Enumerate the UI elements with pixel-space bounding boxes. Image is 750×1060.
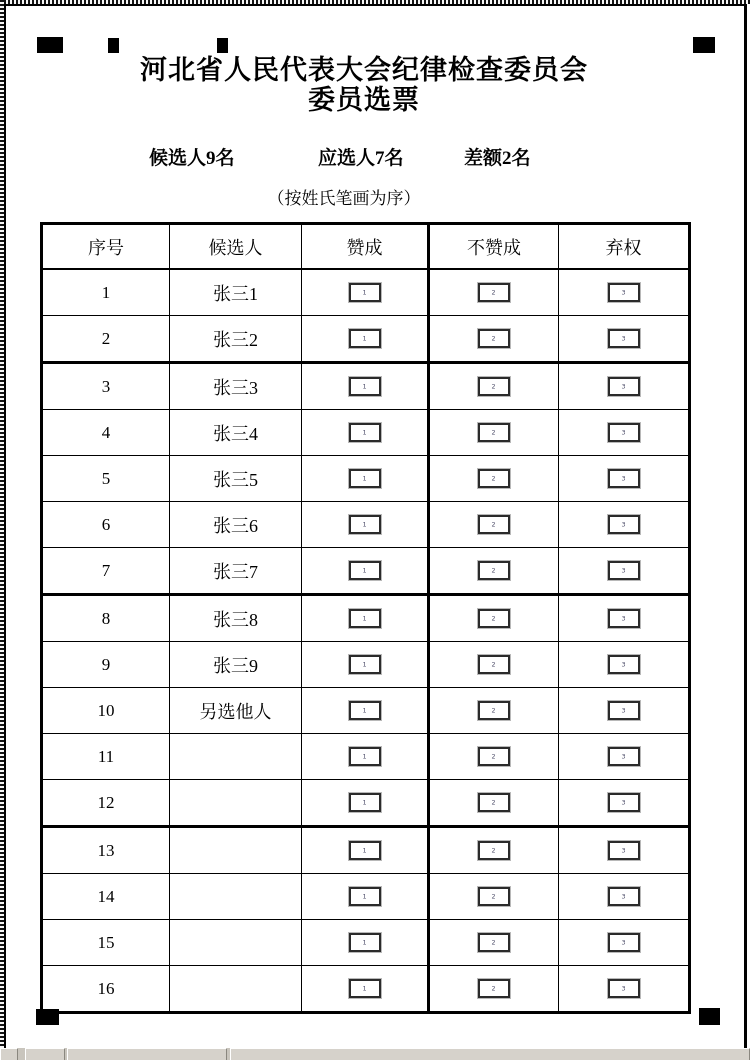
approve-mark-digit: 1 xyxy=(362,706,367,714)
row-number: 1 xyxy=(42,269,170,316)
ballot-table xyxy=(40,222,691,1014)
approve-cell xyxy=(302,688,429,734)
abstain-mark-box[interactable] xyxy=(608,515,640,534)
row-number: 10 xyxy=(42,688,170,734)
approve-mark-box[interactable] xyxy=(349,561,381,580)
disapprove-mark-box[interactable] xyxy=(478,933,510,952)
approve-mark-box[interactable] xyxy=(349,283,381,302)
registration-mark-top-small-2-icon xyxy=(217,38,228,53)
abstain-cell xyxy=(559,456,690,502)
candidate-name: 张三9 xyxy=(170,642,302,688)
page-border-right xyxy=(744,4,747,1048)
approve-mark-digit: 1 xyxy=(362,938,367,946)
disapprove-mark-box[interactable] xyxy=(478,377,510,396)
candidate-name xyxy=(170,920,302,966)
disapprove-cell xyxy=(429,316,559,363)
approve-mark-box[interactable] xyxy=(349,701,381,720)
table-row xyxy=(42,780,690,827)
disapprove-mark-box[interactable] xyxy=(478,701,510,720)
disapprove-cell xyxy=(429,688,559,734)
approve-cell xyxy=(302,548,429,595)
abstain-mark-box[interactable] xyxy=(608,283,640,302)
abstain-mark-digit: 3 xyxy=(621,566,626,574)
disapprove-mark-digit: 2 xyxy=(491,614,497,622)
table-row xyxy=(42,410,690,456)
approve-mark-box[interactable] xyxy=(349,469,381,488)
row-number: 14 xyxy=(42,874,170,920)
abstain-cell xyxy=(559,316,690,363)
approve-mark-digit: 1 xyxy=(362,288,367,296)
col-header-number: 序号 xyxy=(42,224,170,270)
approve-cell xyxy=(302,734,429,780)
registration-mark-top-small-1-icon xyxy=(108,38,119,53)
approve-cell xyxy=(302,642,429,688)
disapprove-mark-box[interactable] xyxy=(478,469,510,488)
statusbar-panel xyxy=(67,1048,227,1060)
row-number: 15 xyxy=(42,920,170,966)
abstain-cell xyxy=(559,688,690,734)
abstain-mark-box[interactable] xyxy=(608,701,640,720)
abstain-mark-box[interactable] xyxy=(608,793,640,812)
disapprove-cell xyxy=(429,874,559,920)
table-row xyxy=(42,363,690,410)
approve-cell xyxy=(302,595,429,642)
disapprove-mark-digit: 2 xyxy=(491,660,497,668)
disapprove-mark-digit: 2 xyxy=(491,846,497,854)
row-number: 16 xyxy=(42,966,170,1013)
statusbar-panel xyxy=(230,1048,750,1060)
table-row xyxy=(42,595,690,642)
disapprove-cell xyxy=(429,548,559,595)
abstain-cell xyxy=(559,874,690,920)
table-row xyxy=(42,316,690,363)
approve-mark-digit: 1 xyxy=(362,382,367,390)
page-title-line1: 河北省人民代表大会纪律检查委员会 xyxy=(140,55,588,85)
disapprove-cell xyxy=(429,827,559,874)
abstain-mark-digit: 3 xyxy=(621,752,626,760)
abstain-mark-box[interactable] xyxy=(608,469,640,488)
candidate-name xyxy=(170,874,302,920)
abstain-mark-digit: 3 xyxy=(621,706,626,714)
abstain-mark-digit: 3 xyxy=(621,614,626,622)
approve-mark-digit: 1 xyxy=(362,566,367,574)
approve-cell xyxy=(302,874,429,920)
page-border-left xyxy=(4,4,6,1048)
abstain-cell xyxy=(559,410,690,456)
disapprove-mark-box[interactable] xyxy=(478,423,510,442)
candidate-name: 张三7 xyxy=(170,548,302,595)
abstain-mark-digit: 3 xyxy=(621,474,626,482)
approve-cell xyxy=(302,363,429,410)
approve-mark-box[interactable] xyxy=(349,979,381,998)
approve-mark-digit: 1 xyxy=(362,798,367,806)
approve-mark-box[interactable] xyxy=(349,747,381,766)
abstain-cell xyxy=(559,642,690,688)
abstain-mark-box[interactable] xyxy=(608,377,640,396)
approve-cell xyxy=(302,456,429,502)
disapprove-cell xyxy=(429,595,559,642)
registration-mark-top-left-icon xyxy=(37,37,63,53)
candidate-name: 张三2 xyxy=(170,316,302,363)
candidates-count-label: 候选人9名 xyxy=(149,148,235,169)
abstain-mark-digit: 3 xyxy=(621,334,626,342)
table-header-row xyxy=(42,224,690,270)
abstain-mark-digit: 3 xyxy=(621,798,626,806)
abstain-mark-digit: 3 xyxy=(621,382,626,390)
row-number: 2 xyxy=(42,316,170,363)
candidate-name: 张三8 xyxy=(170,595,302,642)
statusbar-panel xyxy=(0,1048,18,1060)
candidate-name xyxy=(170,966,302,1013)
abstain-mark-digit: 3 xyxy=(621,288,626,296)
approve-mark-digit: 1 xyxy=(362,752,367,760)
table-row xyxy=(42,548,690,595)
row-number: 8 xyxy=(42,595,170,642)
disapprove-mark-box[interactable] xyxy=(478,841,510,860)
abstain-mark-digit: 3 xyxy=(621,660,626,668)
disapprove-mark-digit: 2 xyxy=(491,984,497,992)
approve-mark-box[interactable] xyxy=(349,655,381,674)
approve-mark-box[interactable] xyxy=(349,423,381,442)
abstain-mark-box[interactable] xyxy=(608,423,640,442)
approve-mark-box[interactable] xyxy=(349,793,381,812)
abstain-cell xyxy=(559,966,690,1013)
table-row xyxy=(42,874,690,920)
disapprove-mark-digit: 2 xyxy=(491,752,497,760)
disapprove-cell xyxy=(429,410,559,456)
abstain-mark-box[interactable] xyxy=(608,933,640,952)
abstain-cell xyxy=(559,548,690,595)
abstain-cell xyxy=(559,502,690,548)
disapprove-mark-digit: 2 xyxy=(491,706,497,714)
abstain-mark-digit: 3 xyxy=(621,520,626,528)
disapprove-cell xyxy=(429,734,559,780)
row-number: 3 xyxy=(42,363,170,410)
approve-cell xyxy=(302,966,429,1013)
disapprove-mark-digit: 2 xyxy=(491,334,497,342)
disapprove-cell xyxy=(429,269,559,316)
abstain-mark-box[interactable] xyxy=(608,979,640,998)
approve-mark-box[interactable] xyxy=(349,609,381,628)
disapprove-mark-box[interactable] xyxy=(478,887,510,906)
page-title xyxy=(0,55,728,115)
abstain-cell xyxy=(559,595,690,642)
approve-mark-box[interactable] xyxy=(349,377,381,396)
row-number: 11 xyxy=(42,734,170,780)
approve-mark-digit: 1 xyxy=(362,984,367,992)
candidate-name xyxy=(170,780,302,827)
page-border-top xyxy=(4,4,747,6)
row-number: 5 xyxy=(42,456,170,502)
statusbar xyxy=(0,1048,750,1060)
disapprove-mark-box[interactable] xyxy=(478,515,510,534)
row-number: 13 xyxy=(42,827,170,874)
disapprove-cell xyxy=(429,920,559,966)
disapprove-mark-box[interactable] xyxy=(478,609,510,628)
abstain-mark-digit: 3 xyxy=(621,938,626,946)
approve-cell xyxy=(302,827,429,874)
row-number: 6 xyxy=(42,502,170,548)
abstain-mark-digit: 3 xyxy=(621,892,626,900)
disapprove-cell xyxy=(429,780,559,827)
abstain-cell xyxy=(559,363,690,410)
candidate-name: 张三4 xyxy=(170,410,302,456)
approve-cell xyxy=(302,502,429,548)
table-row xyxy=(42,269,690,316)
abstain-mark-box[interactable] xyxy=(608,887,640,906)
disapprove-cell xyxy=(429,456,559,502)
disapprove-mark-box[interactable] xyxy=(478,979,510,998)
disapprove-mark-digit: 2 xyxy=(491,892,497,900)
abstain-cell xyxy=(559,269,690,316)
abstain-mark-box[interactable] xyxy=(608,609,640,628)
disapprove-mark-box[interactable] xyxy=(478,561,510,580)
disapprove-mark-box[interactable] xyxy=(478,329,510,348)
approve-mark-digit: 1 xyxy=(362,474,367,482)
ballot-table-body xyxy=(42,269,690,1013)
disapprove-mark-box[interactable] xyxy=(478,747,510,766)
disapprove-mark-digit: 2 xyxy=(491,288,497,296)
approve-cell xyxy=(302,316,429,363)
approve-mark-digit: 1 xyxy=(362,614,367,622)
approve-mark-box[interactable] xyxy=(349,933,381,952)
abstain-mark-box[interactable] xyxy=(608,561,640,580)
approve-mark-digit: 1 xyxy=(362,520,367,528)
approve-mark-box[interactable] xyxy=(349,515,381,534)
approve-cell xyxy=(302,780,429,827)
disapprove-mark-digit: 2 xyxy=(491,938,497,946)
approve-mark-digit: 1 xyxy=(362,660,367,668)
registration-mark-top-right-icon xyxy=(693,37,715,53)
disapprove-cell xyxy=(429,966,559,1013)
abstain-mark-box[interactable] xyxy=(608,841,640,860)
row-number: 9 xyxy=(42,642,170,688)
abstain-cell xyxy=(559,827,690,874)
candidate-name: 张三3 xyxy=(170,363,302,410)
approve-cell xyxy=(302,410,429,456)
candidate-name xyxy=(170,827,302,874)
disapprove-mark-box[interactable] xyxy=(478,283,510,302)
disapprove-mark-digit: 2 xyxy=(491,566,497,574)
abstain-mark-digit: 3 xyxy=(621,428,626,436)
abstain-cell xyxy=(559,734,690,780)
abstain-mark-box[interactable] xyxy=(608,655,640,674)
candidate-name: 另选他人 xyxy=(170,688,302,734)
seats-count-label: 应选人7名 xyxy=(318,148,404,169)
abstain-mark-box[interactable] xyxy=(608,747,640,766)
approve-mark-digit: 1 xyxy=(362,334,367,342)
statusbar-panel xyxy=(25,1048,65,1060)
table-row xyxy=(42,456,690,502)
approve-cell xyxy=(302,920,429,966)
col-header-abstain: 弃权 xyxy=(559,224,690,270)
col-header-candidate: 候选人 xyxy=(170,224,302,270)
disapprove-mark-digit: 2 xyxy=(491,382,497,390)
table-row xyxy=(42,966,690,1013)
candidate-name: 张三1 xyxy=(170,269,302,316)
candidate-name: 张三5 xyxy=(170,456,302,502)
registration-mark-bottom-right-icon xyxy=(699,1008,720,1025)
disapprove-mark-box[interactable] xyxy=(478,655,510,674)
row-number: 12 xyxy=(42,780,170,827)
col-header-approve: 赞成 xyxy=(302,224,429,270)
approve-cell xyxy=(302,269,429,316)
sort-order-note: （按姓氏笔画为序） xyxy=(267,189,421,208)
table-row xyxy=(42,502,690,548)
abstain-mark-box[interactable] xyxy=(608,329,640,348)
disapprove-mark-digit: 2 xyxy=(491,520,497,528)
page-title-line2: 委员选票 xyxy=(308,85,420,115)
table-row xyxy=(42,688,690,734)
disapprove-mark-digit: 2 xyxy=(491,474,497,482)
abstain-mark-digit: 3 xyxy=(621,846,626,854)
disapprove-cell xyxy=(429,642,559,688)
disapprove-mark-digit: 2 xyxy=(491,428,497,436)
approve-mark-box[interactable] xyxy=(349,329,381,348)
row-number: 7 xyxy=(42,548,170,595)
table-row xyxy=(42,920,690,966)
table-row xyxy=(42,827,690,874)
table-row xyxy=(42,734,690,780)
table-row xyxy=(42,642,690,688)
candidate-name xyxy=(170,734,302,780)
approve-mark-digit: 1 xyxy=(362,846,367,854)
approve-mark-box[interactable] xyxy=(349,887,381,906)
approve-mark-box[interactable] xyxy=(349,841,381,860)
disapprove-cell xyxy=(429,363,559,410)
row-number: 4 xyxy=(42,410,170,456)
abstain-cell xyxy=(559,920,690,966)
margin-count-label: 差额2名 xyxy=(464,148,531,169)
approve-mark-digit: 1 xyxy=(362,428,367,436)
disapprove-cell xyxy=(429,502,559,548)
abstain-mark-digit: 3 xyxy=(621,984,626,992)
disapprove-mark-digit: 2 xyxy=(491,798,497,806)
approve-mark-digit: 1 xyxy=(362,892,367,900)
abstain-cell xyxy=(559,780,690,827)
col-header-disapprove: 不赞成 xyxy=(429,224,559,270)
disapprove-mark-box[interactable] xyxy=(478,793,510,812)
candidate-name: 张三6 xyxy=(170,502,302,548)
